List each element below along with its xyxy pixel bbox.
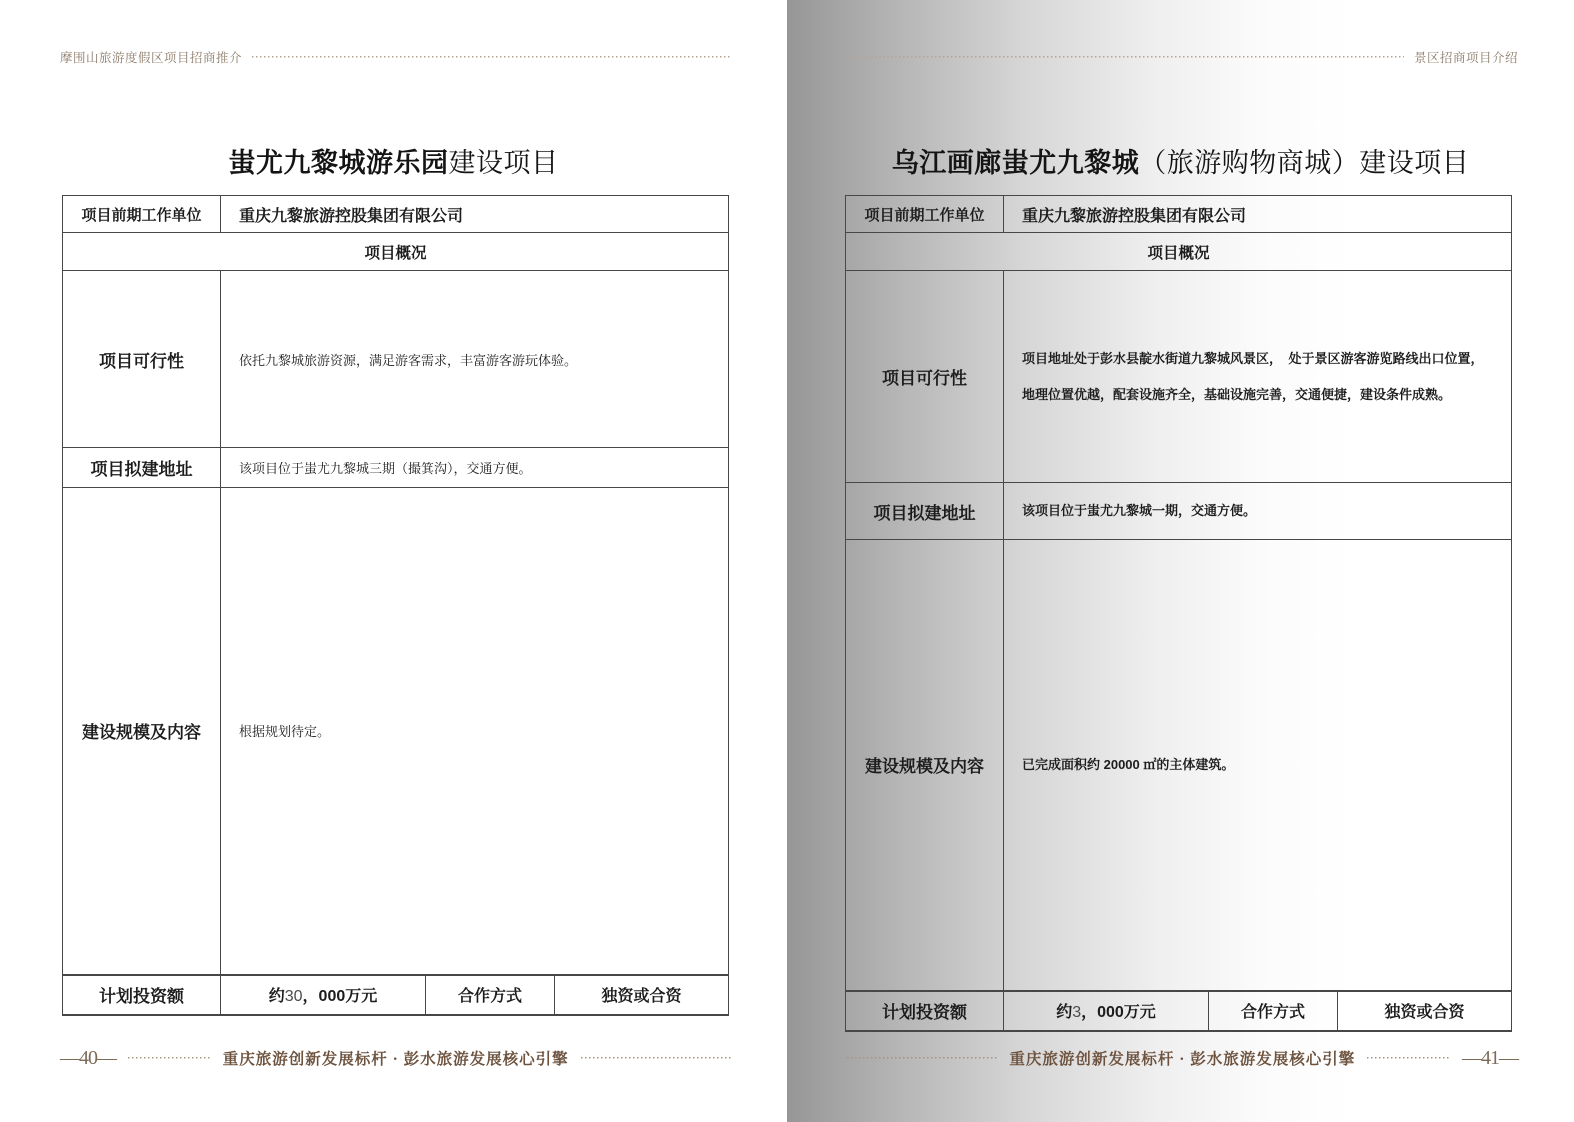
table-row	[63, 488, 729, 975]
feasibility-label: 项目可行性	[63, 271, 221, 448]
running-header-right	[847, 48, 1518, 66]
feasibility-text: 依托九黎城旅游资源，满足游客需求，丰富游客游玩体验。	[221, 271, 729, 448]
investment-suffix: ，000万元	[1081, 1004, 1156, 1021]
table-row	[846, 483, 1512, 540]
investment-label: 计划投资额	[63, 975, 221, 1015]
scale-label: 建设规模及内容	[846, 540, 1004, 991]
investment-label: 计划投资额	[846, 991, 1004, 1031]
running-footer-right	[847, 1046, 1518, 1070]
cooperation-value: 独资或合资	[1338, 991, 1512, 1031]
investment-prefix: 约	[1056, 1004, 1073, 1021]
project-table-right	[845, 195, 1512, 1032]
footer-dotted-line	[128, 1057, 211, 1059]
footer-dotted-line	[1367, 1057, 1450, 1059]
location-label: 项目拟建地址	[846, 483, 1004, 540]
table-row	[846, 196, 1512, 233]
header-left-text: 摩围山旅游度假区项目招商推介	[60, 51, 243, 65]
footer-slogan: 重庆旅游创新发展标杆 · 彭水旅游发展核心引擎	[222, 1051, 569, 1068]
project-table-left	[62, 195, 729, 1016]
investment-value	[1004, 991, 1209, 1031]
overview-header: 项目概况	[63, 233, 729, 271]
table-row	[63, 233, 729, 271]
investment-number: 30	[284, 988, 303, 1005]
prework-value: 重庆九黎旅游控股集团有限公司	[221, 196, 729, 233]
footer-slogan: 重庆旅游创新发展标杆 · 彭水旅游发展核心引擎	[1009, 1051, 1356, 1068]
title-emphasis: 蚩尤九黎城游乐园	[228, 148, 449, 178]
cooperation-label: 合作方式	[1209, 991, 1338, 1031]
table-row	[63, 975, 729, 1015]
running-footer-left	[60, 1046, 731, 1070]
title-rest: （旅游购物商城）建设项目	[1139, 148, 1470, 178]
location-label: 项目拟建地址	[63, 448, 221, 488]
running-header-left	[60, 48, 731, 66]
page-number-left: —40—	[60, 1046, 116, 1069]
project-title-right	[787, 141, 1574, 180]
table-row	[846, 540, 1512, 991]
table-row	[63, 196, 729, 233]
feasibility-label: 项目可行性	[846, 271, 1004, 483]
investment-suffix: ，000万元	[302, 988, 378, 1005]
location-text: 该项目位于蚩尤九黎城一期，交通方便。	[1004, 483, 1512, 540]
page-number-right: —41—	[1462, 1046, 1518, 1069]
project-title-left	[0, 141, 787, 180]
footer-dotted-line	[581, 1057, 731, 1059]
table-row	[63, 448, 729, 488]
page-right	[787, 0, 1574, 1122]
table-row	[846, 271, 1512, 483]
header-dotted-line	[252, 56, 731, 58]
feasibility-text: 项目地址处于彭水县靛水街道九黎城风景区， 处于景区游客游览路线出口位置，地理位置优越，配套设施齐全，基础设施完善，交通便捷，建设条件成熟。	[1004, 271, 1512, 483]
title-emphasis: 乌江画廊蚩尤九黎城	[891, 148, 1140, 178]
investment-number: 3	[1072, 1004, 1082, 1021]
header-dotted-line	[847, 56, 1404, 58]
investment-prefix: 约	[268, 988, 285, 1005]
footer-dotted-line	[847, 1057, 997, 1059]
title-rest: 建设项目	[448, 148, 559, 178]
scale-text: 根据规划待定。	[221, 488, 729, 975]
overview-header: 项目概况	[846, 233, 1512, 271]
prework-value: 重庆九黎旅游控股集团有限公司	[1004, 196, 1512, 233]
cooperation-value: 独资或合资	[555, 975, 729, 1015]
investment-value	[221, 975, 426, 1015]
table-row	[846, 233, 1512, 271]
cooperation-label: 合作方式	[426, 975, 555, 1015]
scale-label: 建设规模及内容	[63, 488, 221, 975]
prework-label: 项目前期工作单位	[846, 196, 1004, 233]
prework-label: 项目前期工作单位	[63, 196, 221, 233]
location-text: 该项目位于蚩尤九黎城三期（撮箕沟），交通方便。	[221, 448, 729, 488]
header-right-text: 景区招商项目介绍	[1413, 51, 1518, 65]
table-row	[846, 991, 1512, 1031]
table-row	[63, 271, 729, 448]
scale-text: 已完成面积约 20000 ㎡的主体建筑。	[1004, 540, 1512, 991]
